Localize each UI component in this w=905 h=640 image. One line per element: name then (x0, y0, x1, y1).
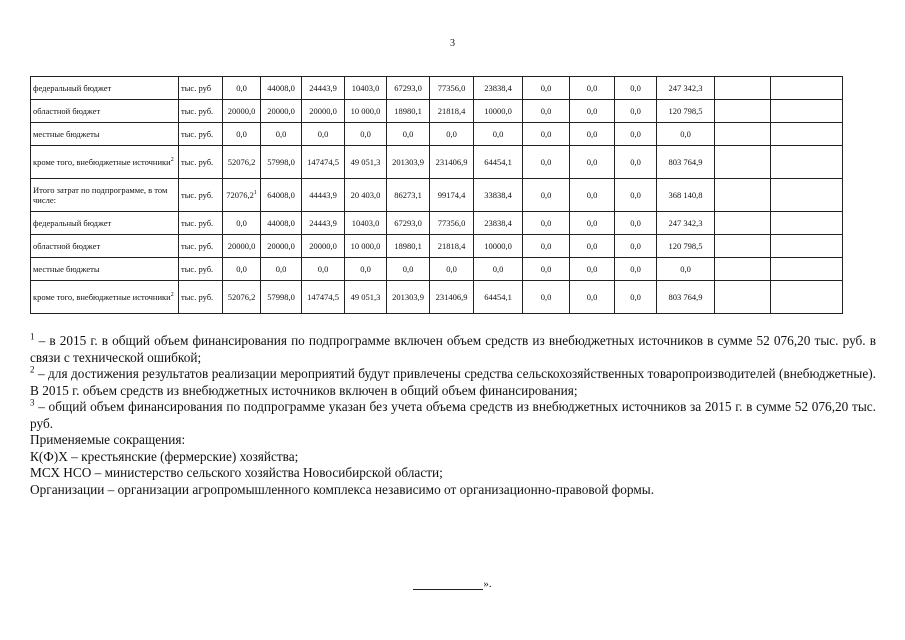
value-cell: 0,0 (302, 258, 345, 281)
value-cell: 72076,2$^1$ (223, 179, 261, 212)
value-cell: 0,0 (523, 179, 570, 212)
table-row (31, 212, 843, 235)
row-label: Итого затрат по подпрограмме, в том числе: (31, 179, 179, 212)
value-cell: 18980,1 (387, 100, 430, 123)
value-cell: 20000,0 (302, 235, 345, 258)
row-unit: тыс. руб. (179, 179, 223, 212)
value-cell: 120 798,5 (657, 235, 715, 258)
value-cell: 0,0 (570, 77, 615, 100)
value-cell: 0,0 (615, 123, 657, 146)
abbreviation-organizations: Организации – организации агропромышленного комплекса независимо от организационно-правовой формы. (30, 481, 655, 497)
value-cell: 368 140,8 (657, 179, 715, 212)
value-cell: 0,0 (223, 212, 261, 235)
value-cell: 0,0 (223, 258, 261, 281)
value-cell: 10403,0 (345, 212, 387, 235)
value-cell: 23838,4 (474, 212, 523, 235)
value-cell: 67293,0 (387, 212, 430, 235)
value-cell: 0,0 (570, 123, 615, 146)
value-cell (771, 77, 843, 100)
value-cell: 33838,4 (474, 179, 523, 212)
value-cell: 52076,2 (223, 281, 261, 314)
value-cell: 20000,0 (223, 235, 261, 258)
row-unit: тыс. руб. (179, 123, 223, 146)
value-cell (715, 281, 771, 314)
row-label: кроме того, внебюджетные источники$^2$ (31, 281, 179, 314)
value-cell: 67293,0 (387, 77, 430, 100)
value-cell: 0,0 (615, 146, 657, 179)
table-row (31, 235, 843, 258)
value-cell: 0,0 (615, 235, 657, 258)
value-cell: 44008,0 (261, 77, 302, 100)
value-cell: 49 051,3 (345, 146, 387, 179)
closing-mark: ». (0, 578, 905, 590)
value-cell (715, 77, 771, 100)
value-cell: 0,0 (223, 123, 261, 146)
value-cell: 64008,0 (261, 179, 302, 212)
value-cell (771, 212, 843, 235)
value-cell: 231406,9 (430, 281, 474, 314)
value-cell: 0,0 (570, 235, 615, 258)
value-cell: 64454,1 (474, 281, 523, 314)
row-label: местные бюджеты (31, 258, 179, 281)
value-cell: 24443,9 (302, 212, 345, 235)
value-cell: 0,0 (523, 281, 570, 314)
table-row (31, 100, 843, 123)
value-cell: 0,0 (615, 281, 657, 314)
value-cell: 77356,0 (430, 212, 474, 235)
value-cell: 0,0 (615, 258, 657, 281)
value-cell: 120 798,5 (657, 100, 715, 123)
table-row (31, 146, 843, 179)
value-cell: 0,0 (261, 258, 302, 281)
row-unit: тыс. руб. (179, 281, 223, 314)
value-cell: 20000,0 (261, 235, 302, 258)
footnote-2: $^2$ – для достижения результатов реализации мероприятий будут привлечены средства сельскохозяйственных товаропроизводителей (внебюджетные). В 2015 г. объем средств из внебюджетных источников включен в общий объем финансирования; (30, 364, 876, 398)
footnote-3: $^3$ – общий объем финансирования по подпрограмме указан без учета объема средств из внебюджетных источников за 2015 г. в сумме 52 076,20 тыс. руб. (30, 397, 876, 431)
value-cell: 20 403,0 (345, 179, 387, 212)
value-cell: 52076,2 (223, 146, 261, 179)
value-cell: 0,0 (223, 77, 261, 100)
value-cell (771, 123, 843, 146)
value-cell: 231406,9 (430, 146, 474, 179)
value-cell: 201303,9 (387, 281, 430, 314)
value-cell: 10 000,0 (345, 100, 387, 123)
value-cell: 0,0 (523, 235, 570, 258)
row-unit: тыс. руб. (179, 212, 223, 235)
value-cell: 0,0 (615, 100, 657, 123)
value-cell: 147474,5 (302, 281, 345, 314)
value-cell: 201303,9 (387, 146, 430, 179)
row-unit: тыс. руб. (179, 235, 223, 258)
table-row (31, 123, 843, 146)
value-cell (771, 146, 843, 179)
table-row (31, 179, 843, 212)
footnote-1: $^1$ – в 2015 г. в общий объем финансирования по подпрограмме включен объем средств из внебюджетных источников в сумме 52 076,20 тыс. руб. в связи с технической ошибкой; (30, 331, 876, 365)
value-cell: 0,0 (261, 123, 302, 146)
value-cell (771, 235, 843, 258)
row-label: федеральный бюджет (31, 77, 179, 100)
row-label: областной бюджет (31, 100, 179, 123)
abbreviations-title: Применяемые сокращения: (30, 432, 186, 447)
value-cell: 803 764,9 (657, 146, 715, 179)
value-cell (715, 100, 771, 123)
value-cell (715, 212, 771, 235)
value-cell: 10000,0 (474, 100, 523, 123)
value-cell: 0,0 (523, 146, 570, 179)
value-cell: 0,0 (570, 212, 615, 235)
row-unit: тыс. руб. (179, 146, 223, 179)
value-cell: 247 342,3 (657, 77, 715, 100)
value-cell: 57998,0 (261, 281, 302, 314)
row-unit: тыс. руб. (179, 100, 223, 123)
value-cell (715, 179, 771, 212)
value-cell: 0,0 (570, 146, 615, 179)
value-cell: 0,0 (345, 258, 387, 281)
value-cell: 0,0 (387, 123, 430, 146)
value-cell: 247 342,3 (657, 212, 715, 235)
value-cell: 0,0 (474, 123, 523, 146)
value-cell: 86273,1 (387, 179, 430, 212)
value-cell: 99174,4 (430, 179, 474, 212)
value-cell: 49 051,3 (345, 281, 387, 314)
value-cell: 147474,5 (302, 146, 345, 179)
financing-table (30, 76, 843, 314)
value-cell: 57998,0 (261, 146, 302, 179)
value-cell: 0,0 (615, 179, 657, 212)
value-cell: 0,0 (657, 258, 715, 281)
table-row (31, 77, 843, 100)
abbreviation-kfh: К(Ф)Х – крестьянские (фермерские) хозяйства; (30, 448, 299, 464)
row-label: кроме того, внебюджетные источники$^2$ (31, 146, 179, 179)
value-cell: 0,0 (615, 77, 657, 100)
value-cell: 0,0 (474, 258, 523, 281)
value-cell: 77356,0 (430, 77, 474, 100)
value-cell: 21818,4 (430, 235, 474, 258)
row-unit: тыс. руб (179, 77, 223, 100)
value-cell (771, 281, 843, 314)
row-label: областной бюджет (31, 235, 179, 258)
value-cell: 0,0 (523, 77, 570, 100)
value-cell: 0,0 (570, 100, 615, 123)
row-unit: тыс. руб. (179, 258, 223, 281)
value-cell: 64454,1 (474, 146, 523, 179)
table-row (31, 281, 843, 314)
value-cell: 0,0 (430, 258, 474, 281)
value-cell: 0,0 (430, 123, 474, 146)
value-cell: 10 000,0 (345, 235, 387, 258)
value-cell (715, 235, 771, 258)
value-cell: 0,0 (523, 212, 570, 235)
value-cell: 20000,0 (261, 100, 302, 123)
value-cell: 10000,0 (474, 235, 523, 258)
value-cell: 18980,1 (387, 235, 430, 258)
value-cell: 0,0 (345, 123, 387, 146)
footnotes (30, 333, 876, 498)
value-cell: 44443,9 (302, 179, 345, 212)
value-cell: 44008,0 (261, 212, 302, 235)
value-cell (771, 179, 843, 212)
table-row (31, 258, 843, 281)
value-cell (715, 123, 771, 146)
value-cell: 0,0 (302, 123, 345, 146)
page-number: 3 (450, 38, 455, 49)
value-cell: 10403,0 (345, 77, 387, 100)
signature-line (413, 579, 483, 590)
abbreviation-msh-nso: МСХ НСО – министерство сельского хозяйства Новосибирской области; (30, 465, 443, 480)
value-cell: 0,0 (570, 258, 615, 281)
value-cell: 0,0 (570, 179, 615, 212)
value-cell: 0,0 (570, 281, 615, 314)
value-cell: 0,0 (657, 123, 715, 146)
value-cell: 0,0 (615, 212, 657, 235)
value-cell: 0,0 (523, 100, 570, 123)
value-cell: 803 764,9 (657, 281, 715, 314)
row-label: местные бюджеты (31, 123, 179, 146)
value-cell: 0,0 (523, 123, 570, 146)
value-cell: 20000,0 (223, 100, 261, 123)
value-cell (771, 258, 843, 281)
value-cell: 0,0 (387, 258, 430, 281)
value-cell: 23838,4 (474, 77, 523, 100)
value-cell: 24443,9 (302, 77, 345, 100)
value-cell (771, 100, 843, 123)
value-cell (715, 258, 771, 281)
value-cell: 20000,0 (302, 100, 345, 123)
value-cell: 0,0 (523, 258, 570, 281)
row-label: федеральный бюджет (31, 212, 179, 235)
value-cell (715, 146, 771, 179)
value-cell: 21818,4 (430, 100, 474, 123)
